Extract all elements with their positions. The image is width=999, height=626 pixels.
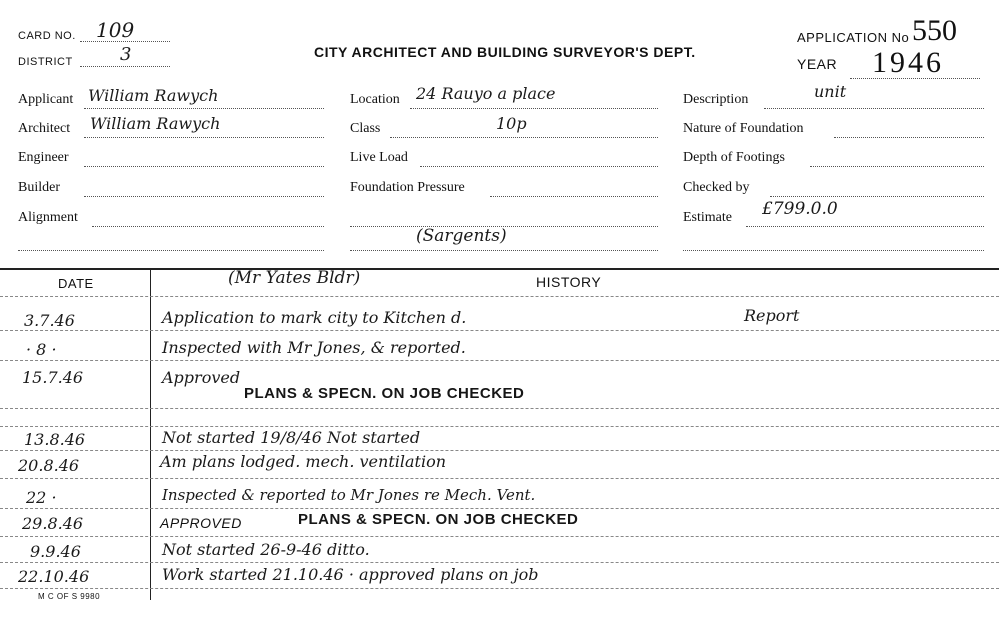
description-line <box>764 108 984 109</box>
row-rule <box>0 536 999 537</box>
history-row-date: 29.8.46 <box>22 514 84 533</box>
history-row-date: 22 · <box>26 488 57 507</box>
checked-by-line <box>770 196 984 197</box>
application-value: 550 <box>912 14 957 47</box>
builder-label: Builder <box>18 180 60 195</box>
history-row-text: Inspected with Mr Jones, & reported. <box>162 338 466 357</box>
history-row-date: 9.9.46 <box>30 542 81 561</box>
district-label: DISTRICT <box>18 56 73 68</box>
history-header: HISTORY <box>536 274 602 290</box>
location-line <box>410 108 658 109</box>
history-row-text: Work started 21.10.46 · approved plans on job <box>162 565 539 584</box>
checked-by-label: Checked by <box>683 180 750 195</box>
description-value: unit <box>814 82 847 101</box>
location-label: Location <box>350 92 400 107</box>
row-rule <box>0 562 999 563</box>
sargents-note: (Sargents) <box>416 226 507 246</box>
history-row-text: Approved <box>162 368 241 387</box>
nature-foundation-line <box>834 137 984 138</box>
history-row-text: Application to mark city to Kitchen d. <box>162 308 467 327</box>
depth-footings-label: Depth of Footings <box>683 150 785 165</box>
location-value: 24 Rauyo a place <box>416 84 556 103</box>
alignment-line <box>92 226 324 227</box>
depth-footings-line <box>810 166 984 167</box>
architect-label: Architect <box>18 121 71 136</box>
blank-line-3 <box>350 250 658 251</box>
header-row-rule <box>0 296 999 297</box>
row-rule <box>0 588 999 589</box>
history-row-text: Not started 26-9-46 ditto. <box>162 540 370 559</box>
estimate-label: Estimate <box>683 210 732 225</box>
history-row-date: 20.8.46 <box>18 456 80 475</box>
history-row-date: 15.7.46 <box>22 368 84 387</box>
foundation-pressure-line <box>490 196 658 197</box>
row-rule <box>0 478 999 479</box>
engineer-line <box>84 166 324 167</box>
foundation-pressure-label: Foundation Pressure <box>350 180 465 195</box>
row-rule <box>0 450 999 451</box>
class-line <box>390 137 658 138</box>
history-row-date: 3.7.46 <box>24 311 75 330</box>
plans-checked-stamp-1: PLANS & SPECN. ON JOB CHECKED <box>244 385 525 402</box>
builder-line <box>84 196 324 197</box>
card-no-value: 109 <box>96 18 135 42</box>
estimate-value: £799.0.0 <box>762 199 838 219</box>
plans-checked-stamp-2: PLANS & SPECN. ON JOB CHECKED <box>298 511 579 528</box>
date-header: DATE <box>58 276 94 291</box>
builder-note: (Mr Yates Bldr) <box>228 268 361 288</box>
live-load-line <box>420 166 658 167</box>
history-row-text: Not started 19/8/46 Not started <box>162 428 421 447</box>
blank-line-1 <box>18 250 324 251</box>
application-label: APPLICATION No <box>797 30 910 45</box>
applicant-label: Applicant <box>18 92 74 107</box>
applicant-value: William Rawych <box>88 86 219 105</box>
year-line <box>850 78 980 79</box>
year-label: YEAR <box>797 56 838 72</box>
history-row-extra: Report <box>744 306 800 325</box>
blank-line-4 <box>683 250 984 251</box>
history-row-date: · 8 · <box>26 340 57 359</box>
row-rule <box>0 408 999 409</box>
architect-line <box>84 137 324 138</box>
history-row-date: 13.8.46 <box>24 430 86 449</box>
class-label: Class <box>350 121 381 136</box>
row-rule <box>0 360 999 361</box>
year-value: 1946 <box>872 46 944 79</box>
row-rule <box>0 330 999 331</box>
printer-mark: M C OF S 9980 <box>38 592 101 601</box>
district-line <box>80 66 170 67</box>
nature-foundation-label: Nature of Foundation <box>683 121 804 136</box>
district-value: 3 <box>120 44 132 65</box>
history-row-date: 22.10.46 <box>18 567 90 586</box>
architect-value: William Rawych <box>90 114 221 133</box>
card-no-line <box>80 41 170 42</box>
dept-title: CITY ARCHITECT AND BUILDING SURVEYOR'S DEPT. <box>314 44 696 60</box>
estimate-line <box>746 226 984 227</box>
row-rule <box>0 508 999 509</box>
class-value: 10p <box>496 114 527 133</box>
applicant-line <box>84 108 324 109</box>
history-row-text: Inspected & reported to Mr Jones re Mech. Vent. <box>162 486 536 504</box>
description-label: Description <box>683 92 749 107</box>
history-row-text: APPROVED <box>160 515 242 531</box>
date-column-divider <box>150 270 151 600</box>
live-load-label: Live Load <box>350 150 408 165</box>
alignment-label: Alignment <box>18 210 78 225</box>
card-no-label: CARD NO. <box>18 30 76 42</box>
row-rule <box>0 426 999 427</box>
engineer-label: Engineer <box>18 150 69 165</box>
history-row-text: Am plans lodged. mech. ventilation <box>160 452 447 471</box>
